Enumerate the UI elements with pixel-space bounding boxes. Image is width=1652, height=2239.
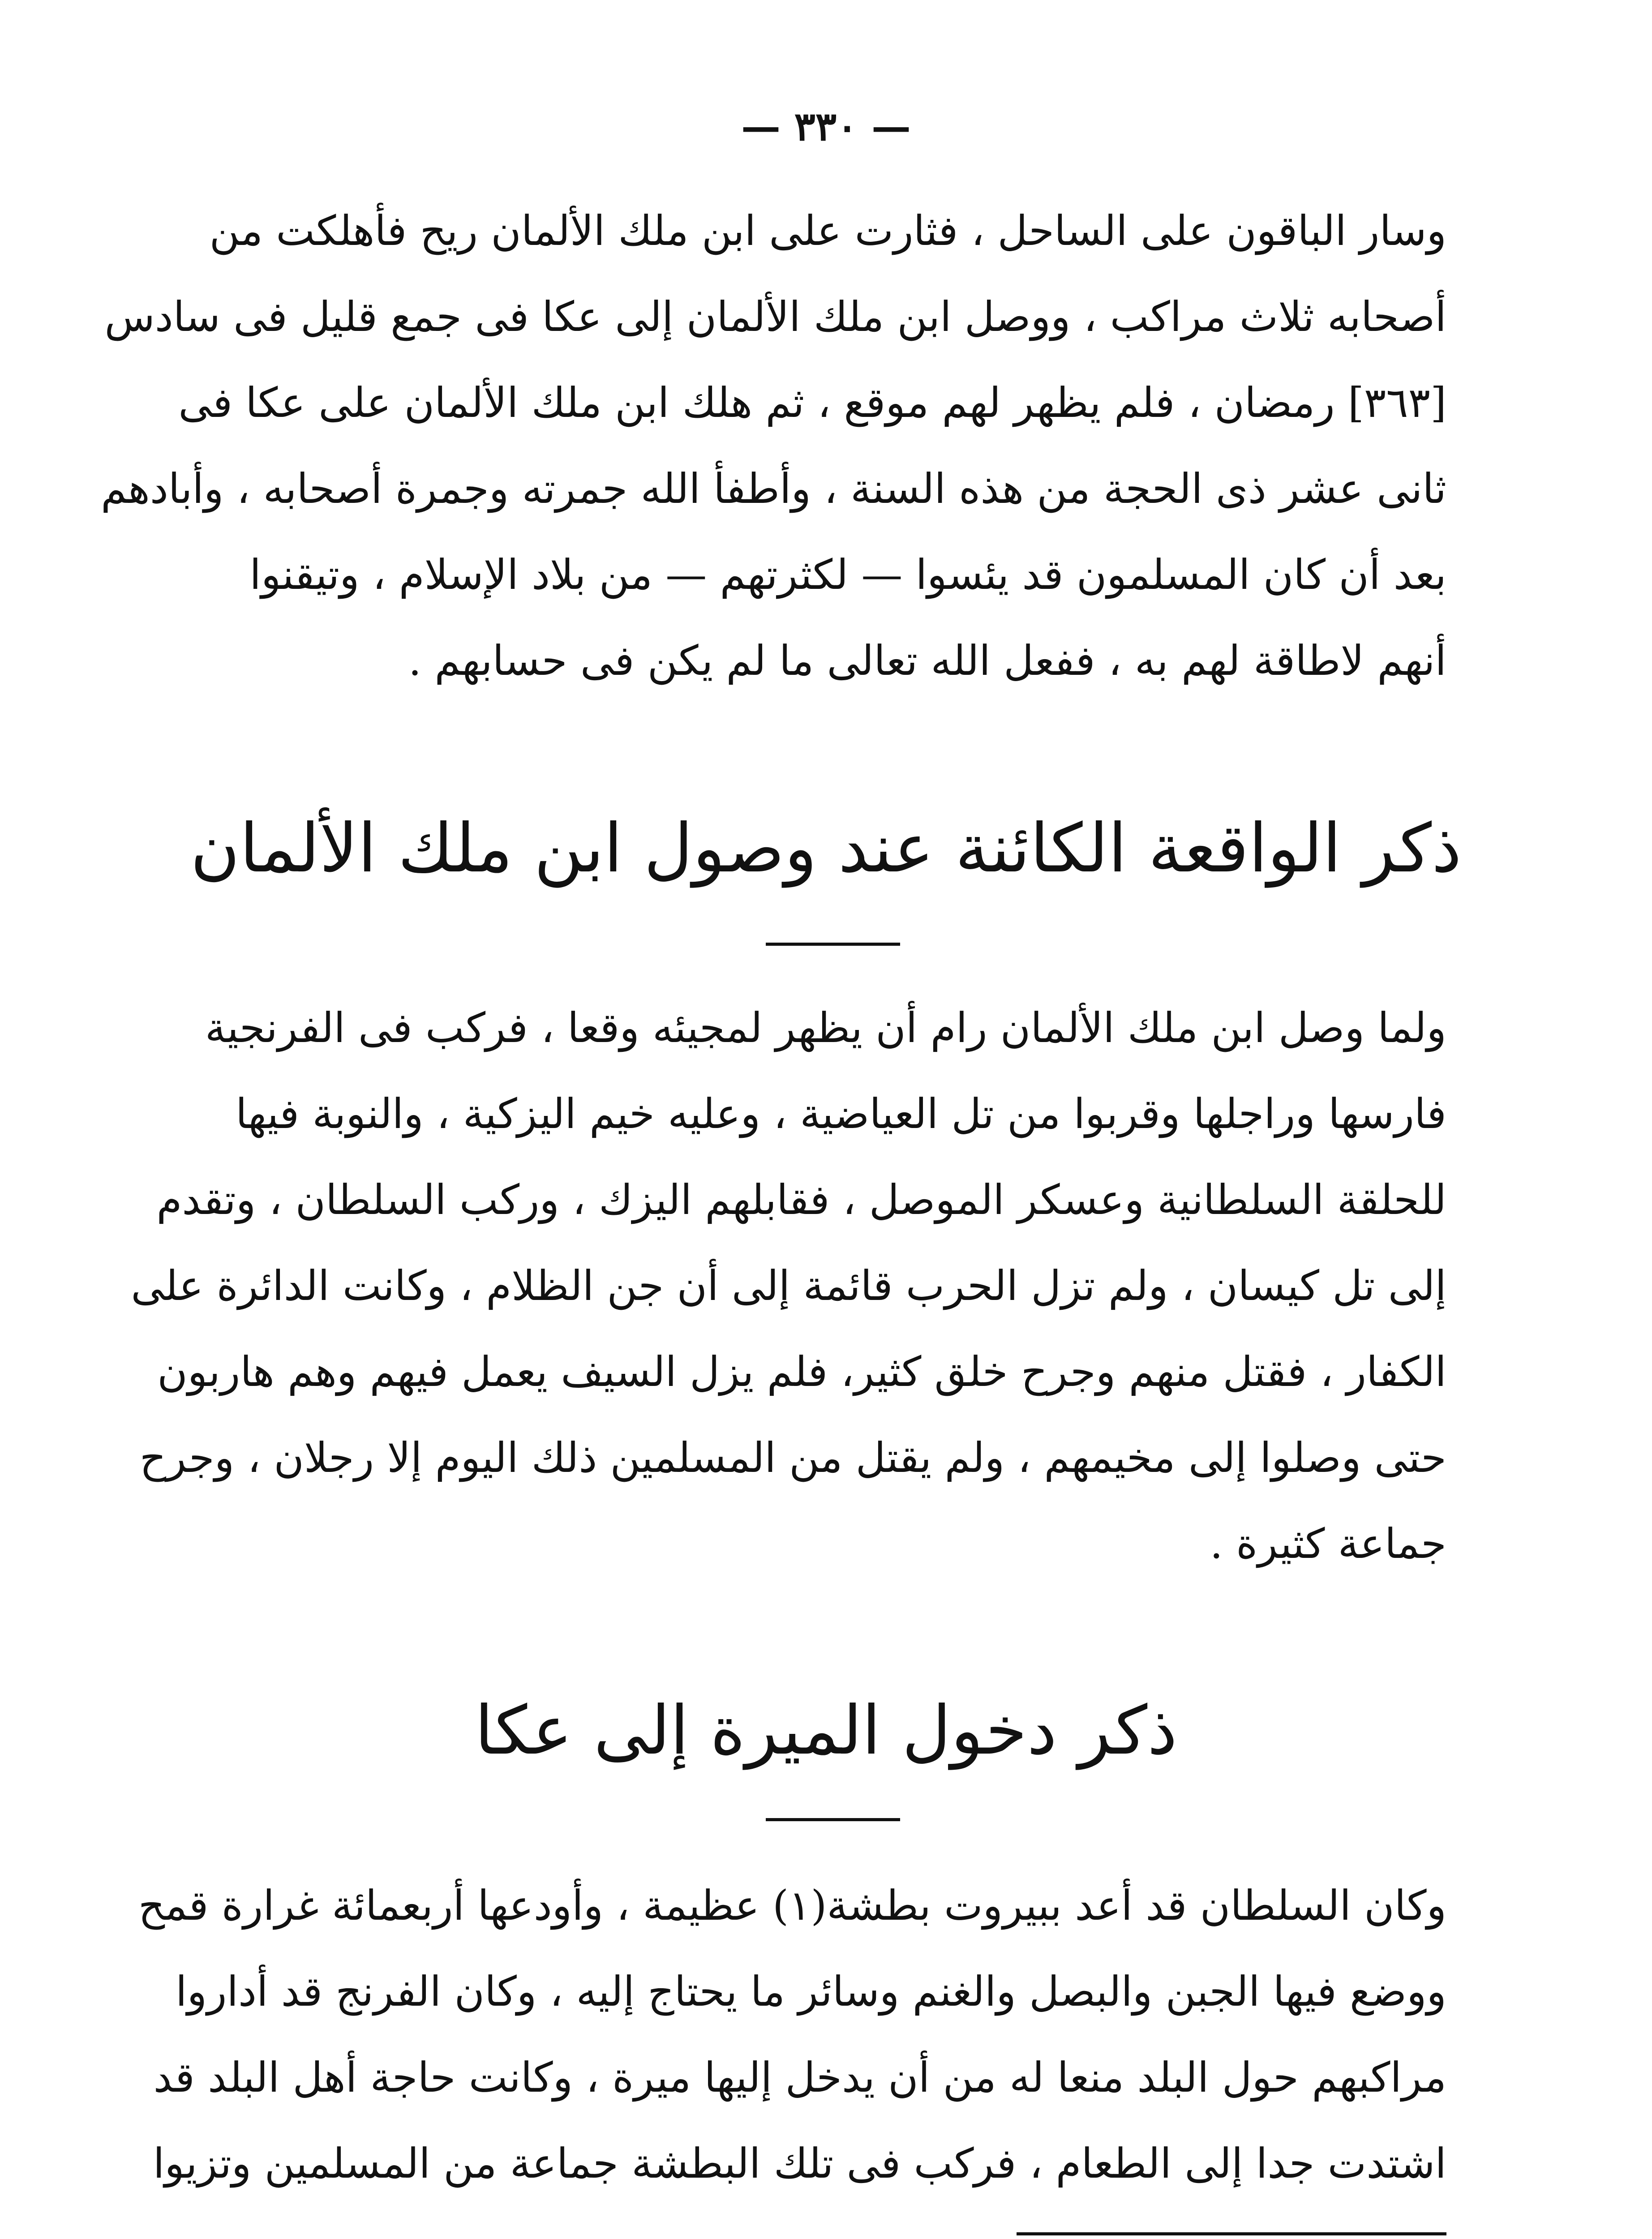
paragraph-1-line: ثانى عشر ذى الحجة من هذه السنة ، وأطفأ الله جمرته وجمرة أصحابه ، وأبادهم bbox=[101, 465, 1446, 513]
paragraph-3 bbox=[138, 1882, 1446, 2229]
paragraph-3-line: مراكبهم حول البلد منعا له من أن يدخل إليها ميرة ، وكانت حاجة أهل البلد قد bbox=[153, 2054, 1446, 2102]
paragraph-2-line: حتى وصلوا إلى مخيمهم ، ولم يقتل من المسلمين ذلك اليوم إلا رجلان ، وجرح bbox=[139, 1434, 1446, 1482]
section-heading-2: ذكر دخول الميرة إلى عكا bbox=[475, 1692, 1177, 1770]
paragraph-2-line: للحلقة السلطانية وعسكر الموصل ، فقابلهم اليزك ، وركب السلطان ، وتقدم bbox=[156, 1176, 1446, 1224]
page-number: — ٣٣٠ — bbox=[741, 103, 911, 150]
section-heading-1: ذكر الواقعة الكائنة عند وصول ابن ملك الألمان bbox=[190, 810, 1462, 888]
heading-1-rule bbox=[766, 943, 900, 946]
paragraph-1-line: [٣٦٣] رمضان ، فلم يظهر لهم موقع ، ثم هلك ابن ملك الألمان على عكا فى bbox=[178, 379, 1446, 427]
paragraph-2-line: فارسها وراجلها وقربوا من تل العياضية ، وعليه خيم اليزكية ، والنوبة فيها bbox=[235, 1090, 1446, 1138]
paragraph-2-line: ولما وصل ابن ملك الألمان رام أن يظهر لمجيئه وقعا ، فركب فى الفرنجية bbox=[205, 1004, 1446, 1052]
heading-2-rule bbox=[766, 1818, 900, 1821]
paragraph-1-line: أصحابه ثلاث مراكب ، ووصل ابن ملك الألمان إلى عكا فى جمع قليل فى سادس bbox=[104, 293, 1446, 341]
paragraph-3-line: اشتدت جدا إلى الطعام ، فركب فى تلك البطشة جماعة من المسلمين وتزيوا bbox=[153, 2140, 1446, 2188]
paragraph-1-line: أنهم لاطاقة لهم به ، ففعل الله تعالى ما لم يكن فى حسابهم . bbox=[408, 637, 1446, 685]
paragraph-3-line: ووضع فيها الجبن والبصل والغنم وسائر ما يحتاج إليه ، وكان الفرنج قد أداروا bbox=[176, 1968, 1446, 2016]
paragraph-2-line: جماعة كثيرة . bbox=[1210, 1520, 1446, 1568]
paragraph-2-line: إلى تل كيسان ، ولم تزل الحرب قائمة إلى أن جن الظلام ، وكانت الدائرة على bbox=[131, 1262, 1446, 1310]
paragraph-1 bbox=[101, 207, 1446, 726]
paragraph-1-line: وسار الباقون على الساحل ، فثارت على ابن ملك الألمان ريح فأهلكت من bbox=[209, 207, 1446, 255]
paragraph-2 bbox=[131, 1004, 1446, 1609]
paragraph-3-line: وكان السلطان قد أعد ببيروت بطشة(١) عظيمة ، وأودعها أربعمائة غرارة قمح bbox=[138, 1882, 1446, 1930]
paragraph-2-line: الكفار ، فقتل منهم وجرح خلق كثير، فلم يزل السيف يعمل فيهم وهم هاربون bbox=[157, 1348, 1446, 1396]
footnote-rule bbox=[1017, 2232, 1446, 2235]
paragraph-1-line: بعد أن كان المسلمون قد يئسوا — لكثرتهم — من بلاد الإسلام ، وتيقنوا bbox=[249, 551, 1446, 599]
